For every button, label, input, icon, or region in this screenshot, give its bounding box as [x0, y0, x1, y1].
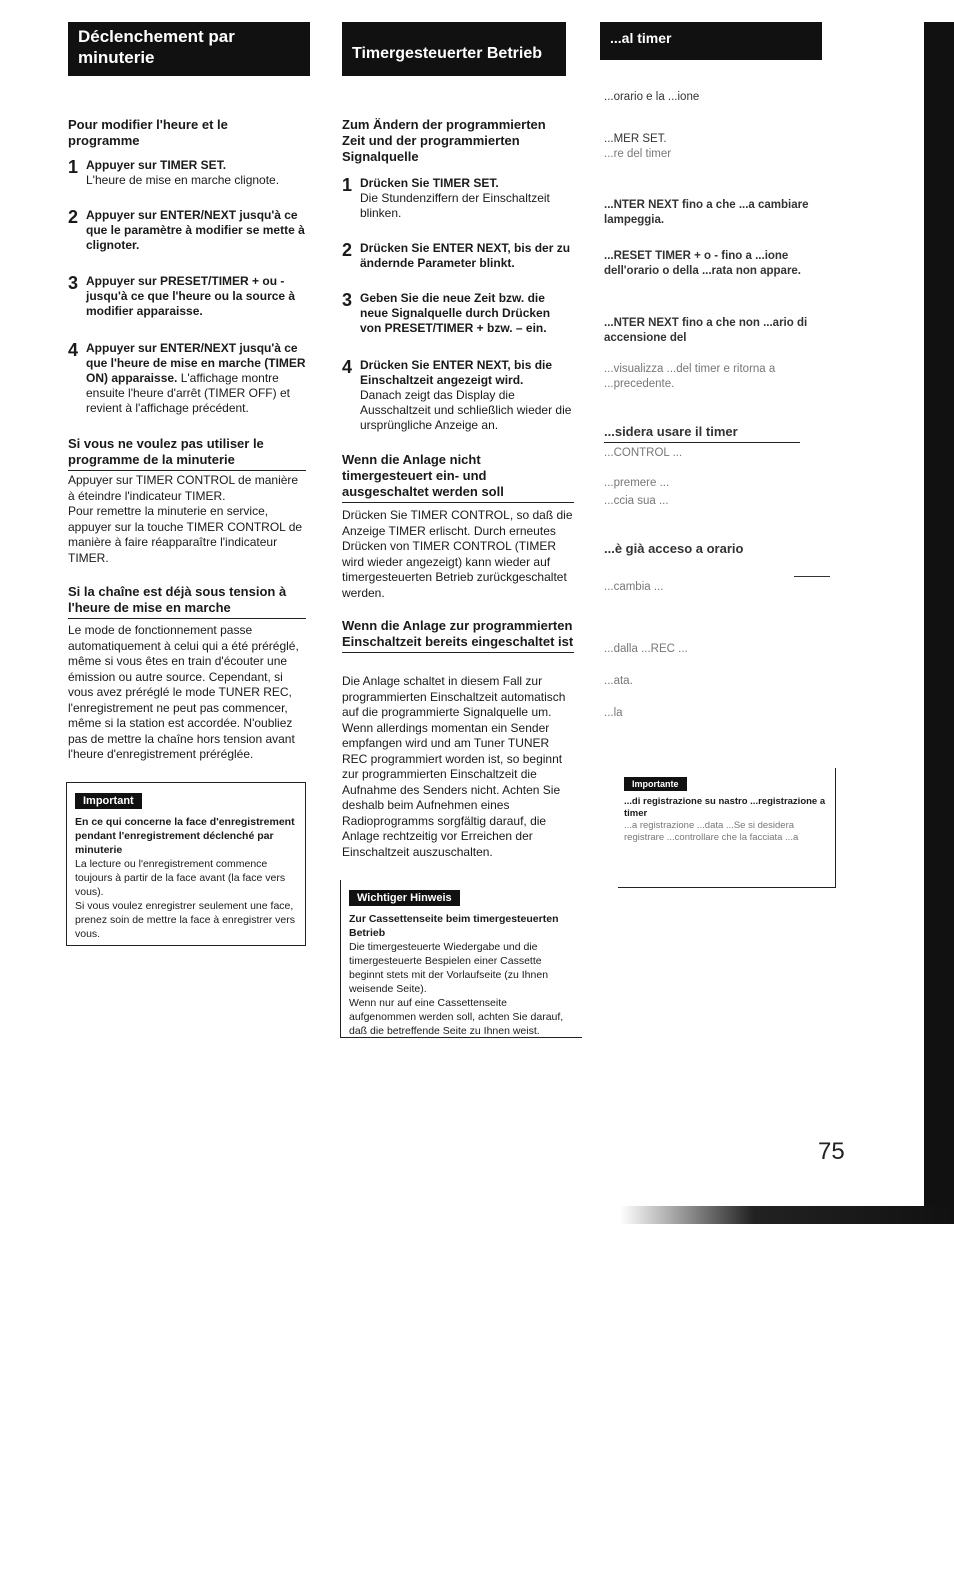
it-line: ...re del timer — [604, 148, 672, 160]
de-heading-no-timer: Wenn die Anlage nicht timergesteuert ein- und ausgeschaltet werden soll — [342, 452, 574, 503]
it-line: ...NTER NEXT fino a che ...a cambiare lampeggia. — [604, 199, 809, 226]
fr-important-title: En ce qui concerne la face d'enregistrement pendant l'enregistrement déclenché par minuterie — [75, 816, 295, 856]
fr-step-instruction: Appuyer sur TIMER SET. — [86, 158, 227, 172]
de-paragraph-no-timer: Drücken Sie TIMER CONTROL, so daß die Anzeige TIMER erlischt. Durch erneutes Drücken von TIMER CONTROL (TIMER wird wieder angezeigt) kann wieder auf timergesteuerten Betrieb zurückgeschaltet werden. — [342, 508, 573, 600]
de-paragraph-already-on: Die Anlage schaltet in diesem Fall zur programmierten Einschaltzeit automatisch auf die programmierte Signalquelle um. Wenn allerdings momentan ein Sender empfangen wird und am Tuner TUNER REC programmiert worden ist, so beginnt zur programmierten Einschaltzeit die Aufnahme des Senders nicht. Achten Sie deshalb beim Aufnehmen eines Radioprogramms sorgfältig darauf, die Anlage rechtzeitig vor Erreichen der Einschaltzeit auszuschalten. — [342, 674, 566, 859]
fr-step-2 — [68, 208, 306, 253]
de-important-tag: Wichtiger Hinweis — [349, 890, 460, 906]
fr-step-4 — [68, 341, 306, 416]
de-step-2 — [342, 241, 574, 271]
fr-step-instruction: Appuyer sur ENTER/NEXT jusqu'à ce que le paramètre à modifier se mette à clignoter. — [86, 208, 305, 252]
page-edge-foot — [620, 1206, 954, 1224]
it-line: ...cambia ... — [604, 581, 664, 593]
de-step-note: Danach zeigt das Display die Ausschaltzeit und schließlich wieder die ursprüngliche Anzeige an. — [360, 388, 572, 432]
fr-paragraph-already-on: Le mode de fonctionnement passe automatiquement à celui qui a été préréglé, même si vous êtes en train d'écouter une émission ou autre source. Cependant, si vous avez préréglé le mode TUNER REC, l'enregistrement ne peut pas commencer, même si la station est accordée. N'oubliez pas de mettre la chaîne hors tension avant l'heure d'enregistrement préréglée. — [68, 623, 299, 761]
de-heading-modify: Zum Ändern der programmierten Zeit und der programmierten Signalquelle — [342, 117, 546, 164]
it-line: ...ccia sua ... — [604, 495, 669, 507]
fr-header — [68, 22, 310, 76]
it-line: ...CONTROL ... — [604, 447, 683, 459]
de-header — [342, 22, 566, 76]
de-header-text: Timergesteuerter Betrieb — [352, 45, 542, 62]
fr-paragraph-no-timer: Appuyer sur TIMER CONTROL de manière à éteindre l'indicateur TIMER. Pour remettre la minuterie en service, appuyer sur la touche TIMER CONTROL de manière à faire réapparaître l'indicateur TIMER. — [68, 473, 303, 565]
fr-header-text: Déclenchement par minuterie — [78, 27, 235, 67]
it-line: ...RESET TIMER + o - fino a ...ione dell'orario o della ...rata non appare. — [604, 250, 802, 277]
de-step-number: 2 — [342, 240, 353, 260]
it-important-tag: Importante — [624, 777, 687, 791]
it-line: ...NTER NEXT fino a che non ...ario di accensione del — [604, 317, 808, 344]
it-header — [600, 22, 822, 60]
de-step-instruction: Drücken Sie ENTER NEXT, bis die Einschaltzeit angezeigt wird. — [360, 358, 553, 387]
de-step-instruction: Drücken Sie ENTER NEXT, bis der zu ändernde Parameter blinkt. — [360, 241, 571, 270]
it-important-box — [618, 768, 836, 888]
de-step-1 — [342, 176, 574, 221]
de-step-number: 4 — [342, 357, 353, 377]
de-step-note: Die Stundenziffern der Einschaltzeit blinken. — [360, 191, 550, 220]
it-line: ...è già acceso a orario — [604, 541, 744, 556]
de-important-text: Die timergesteuerte Wiedergabe und die timergesteuerte Bespielen einer Cassette beginnt stets mit der Vorlaufseite (zu Ihnen weisende Seite). Wenn nur auf eine Cassettenseite aufgenommen werden soll, achten Sie darauf, daß die betreffende Seite zu Ihnen weist. — [349, 941, 564, 1037]
fr-important-box — [66, 782, 306, 946]
fr-step-note: L'heure de mise en marche clignote. — [86, 173, 280, 187]
fr-step-number: 2 — [68, 207, 79, 227]
it-line: ...premere ... — [604, 477, 670, 489]
de-step-4 — [342, 358, 574, 433]
de-step-instruction: Geben Sie die neue Zeit bzw. die neue Signalquelle durch Drücken von PRESET/TIMER + bzw. – ein. — [360, 291, 551, 335]
de-step-instruction: Drücken Sie TIMER SET. — [360, 176, 499, 190]
it-line: ...MER SET. — [604, 133, 667, 145]
fr-step-instruction: Appuyer sur PRESET/TIMER + ou - jusqu'à ce que l'heure ou la source à modifier apparaisse. — [86, 274, 296, 318]
it-important-title: ...di registrazione su nastro ...registrazione a timer — [624, 796, 826, 819]
page-number: 75 — [818, 1138, 845, 1165]
fr-step-note: L'affichage montre ensuite l'heure d'arrêt (TIMER OFF) et revient à l'affichage précédent. — [86, 371, 290, 415]
de-important-title: Zur Cassettenseite beim timergesteuerten Betrieb — [349, 913, 559, 939]
de-heading-already-on: Wenn die Anlage zur programmierten Einschaltzeit bereits eingeschaltet ist — [342, 618, 574, 653]
it-important-text: ...a registrazione ...data ...Se si desidera registrare ...controllare che la facciata ...a — [624, 820, 799, 843]
de-step-number: 1 — [342, 175, 353, 195]
fr-important-tag: Important — [75, 793, 142, 809]
fr-step-number: 4 — [68, 340, 79, 360]
de-step-3 — [342, 291, 574, 336]
it-rule — [794, 576, 830, 577]
it-line: ...ata. — [604, 675, 633, 687]
it-line: ...sidera usare il timer — [604, 424, 800, 443]
fr-heading-modify: Pour modifier l'heure et le programme — [68, 117, 228, 148]
fr-step-number: 1 — [68, 157, 79, 177]
it-line: ...la — [604, 707, 623, 719]
fr-heading-no-timer: Si vous ne voulez pas utiliser le programme de la minuterie — [68, 436, 306, 471]
it-line: ...visualizza ...del timer e ritorna a ...precedente. — [604, 363, 776, 390]
page-edge-bar — [924, 22, 954, 1222]
fr-step-instruction: Appuyer sur ENTER/NEXT jusqu'à ce que l'heure de mise en marche (TIMER ON) apparaisse. — [86, 341, 306, 385]
fr-step-3 — [68, 274, 306, 319]
it-line: ...dalla ...REC ... — [604, 643, 688, 655]
it-header-text: ...al timer — [610, 30, 672, 46]
de-step-number: 3 — [342, 290, 353, 310]
fr-important-text: La lecture ou l'enregistrement commence toujours à partir de la face avant (la face vers vous). Si vous voulez enregistrer seulement une face, prenez soin de mettre la face à enregistrer vers vous. — [75, 858, 296, 940]
fr-step-number: 3 — [68, 273, 79, 293]
fr-heading-already-on: Si la chaîne est déjà sous tension à l'heure de mise en marche — [68, 584, 306, 619]
de-important-box — [340, 880, 582, 1038]
fr-step-1 — [68, 158, 306, 188]
it-line: ...orario e la ...ione — [604, 91, 700, 103]
